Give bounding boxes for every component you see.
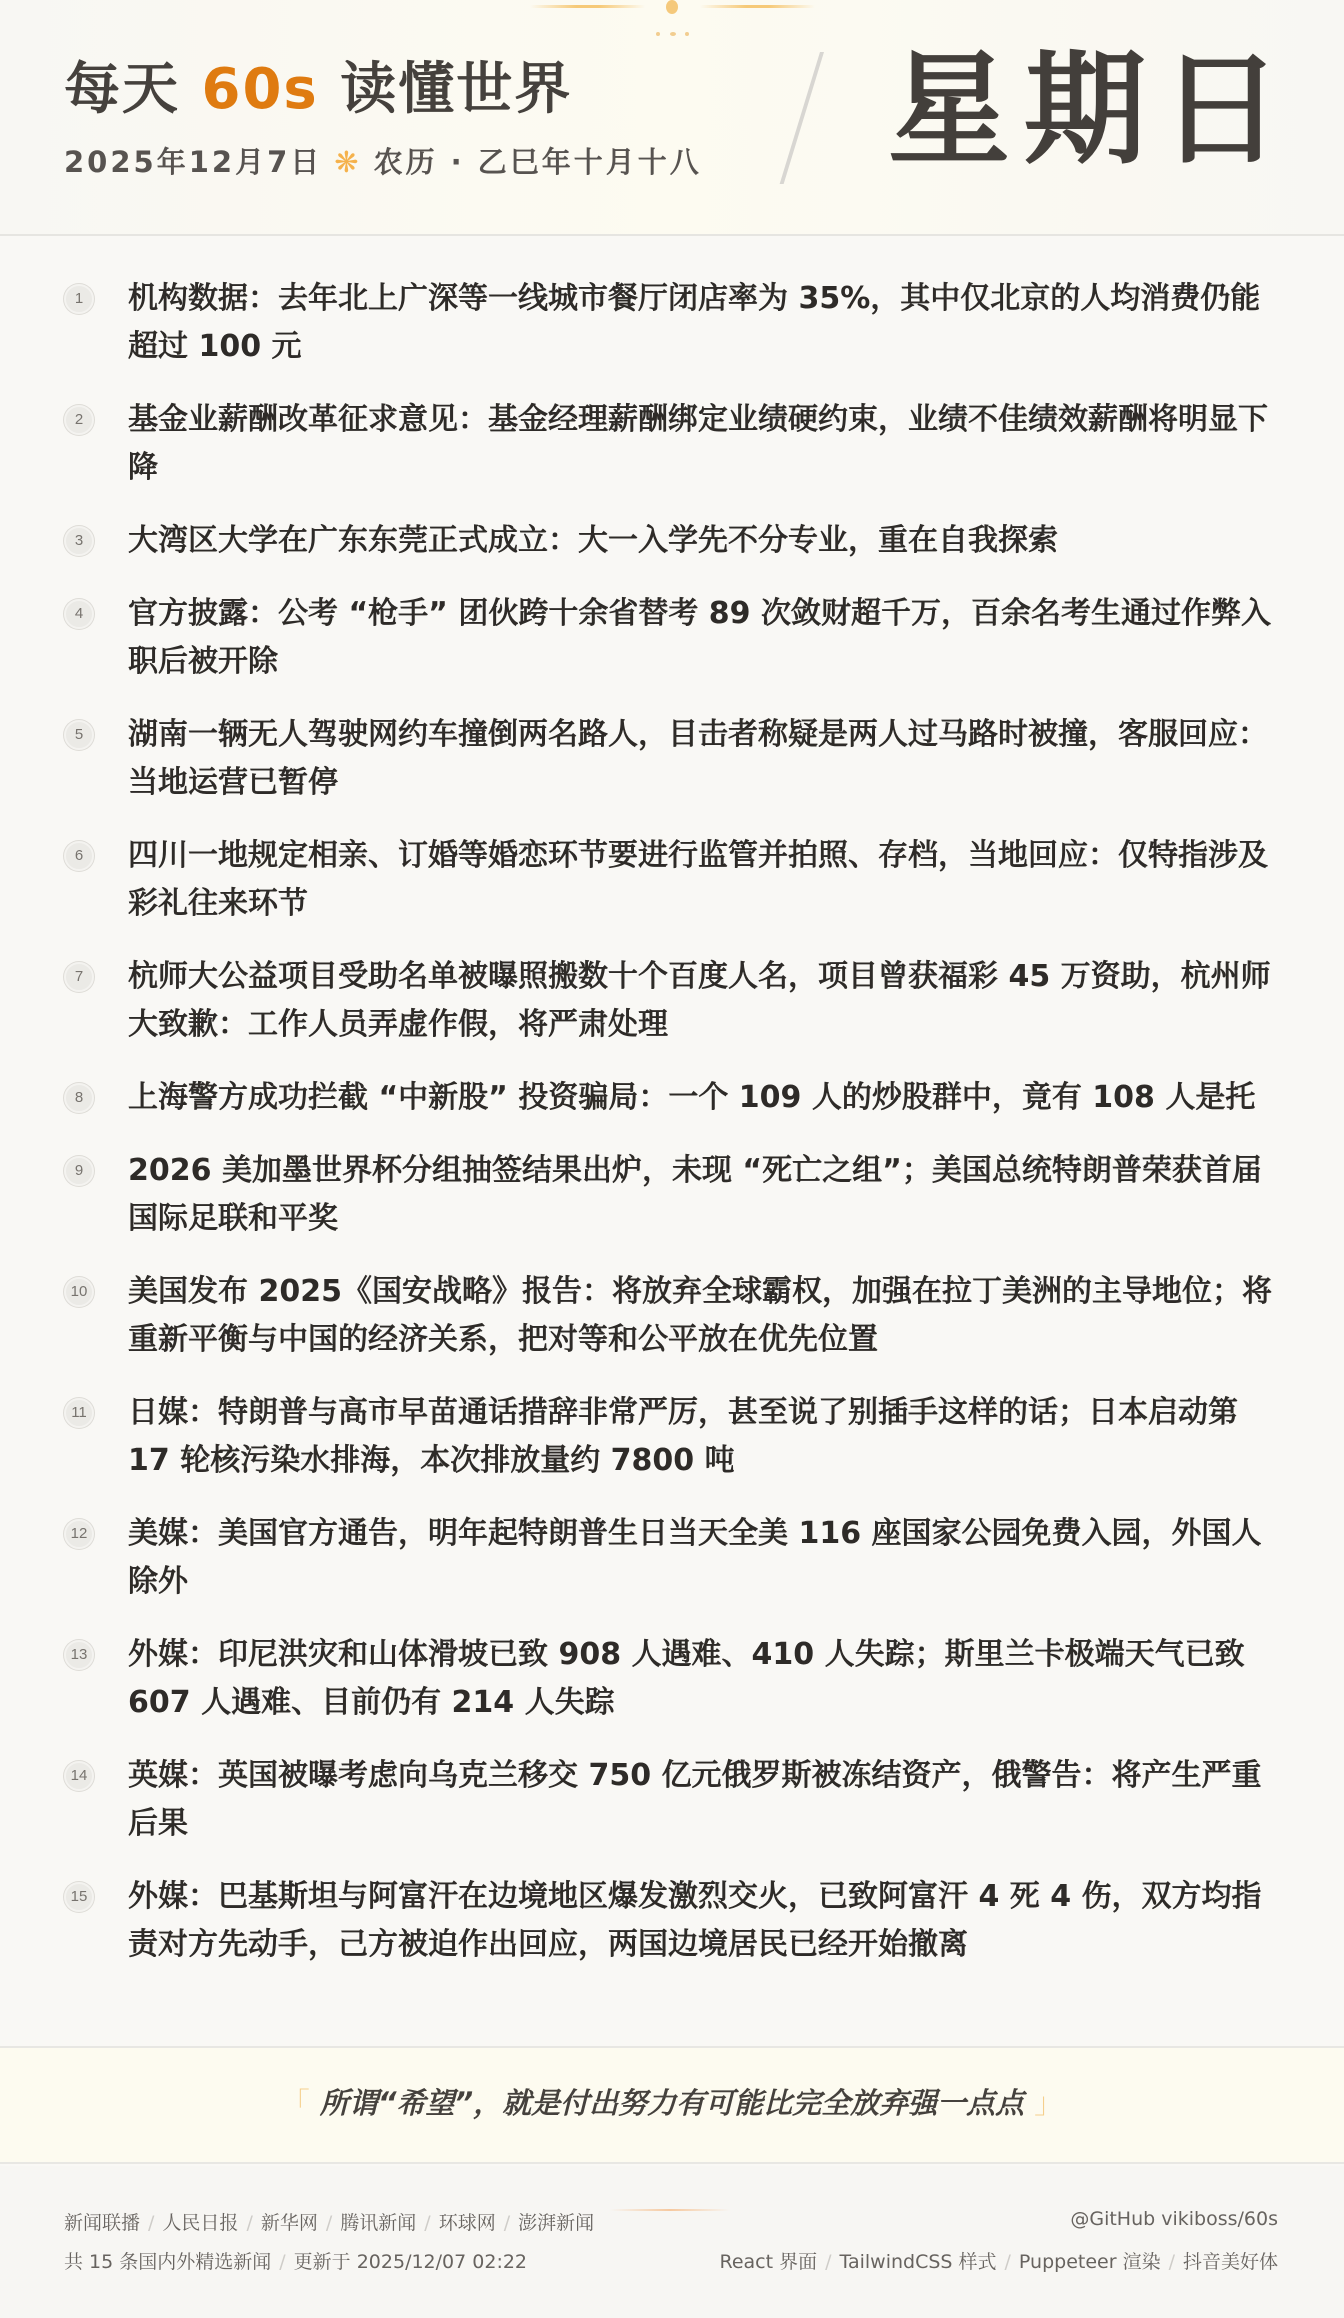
number-badge: 1 — [64, 284, 94, 314]
decoration-dot-icon — [685, 32, 689, 36]
footer-row-1 — [64, 2208, 1278, 2235]
news-text: 上海警方成功拦截 “中新股” 投资骗局：一个 109 人的炒股群中，竟有 108 人是托 — [128, 1080, 1256, 1115]
separator: / — [1168, 2251, 1175, 2273]
github-credit — [1070, 2208, 1278, 2235]
news-item — [0, 1752, 1344, 1848]
lunar-date: 农历 · 乙巳年十月十八 — [373, 145, 702, 179]
news-summary — [64, 2247, 527, 2274]
source-label: 人民日报 — [162, 2212, 239, 2234]
news-item — [0, 1510, 1344, 1606]
page-title — [64, 58, 572, 122]
news-item — [0, 275, 1344, 371]
title-suffix: 读懂世界 — [340, 57, 573, 122]
separator: / — [1004, 2251, 1011, 2273]
footer-row-2 — [64, 2247, 1278, 2274]
github-credit-text: @GitHub vikiboss/60s — [1070, 2208, 1278, 2230]
news-text: 美国发布 2025《国安战略》报告：将放弃全球霸权，加强在拉丁美洲的主导地位；将重新平衡与中国的经济关系，把对等和公平放在优先位置 — [128, 1274, 1272, 1357]
quote-text: 所谓“希望”，就是付出努力有可能比完全放弃强一点点 — [319, 2085, 1025, 2120]
separator: / — [148, 2212, 155, 2234]
header — [0, 0, 1344, 236]
number-badge: 4 — [64, 599, 94, 629]
number-badge: 10 — [64, 1277, 94, 1307]
open-bracket-icon: 「 — [280, 2085, 310, 2120]
separator: / — [325, 2212, 333, 2234]
separator: / — [279, 2251, 286, 2273]
title-prefix: 每天 — [64, 57, 180, 122]
news-sources — [64, 2208, 594, 2235]
tech-label: React 界面 — [719, 2251, 818, 2273]
news-text: 日媒：特朗普与高市早苗通话措辞非常严厉，甚至说了别插手这样的话；日本启动第 17 轮核污染水排海，本次排放量约 7800 吨 — [128, 1395, 1238, 1478]
news-text: 杭师大公益项目受助名单被曝照搬数十个百度人名，项目曾获福彩 45 万资助，杭州师大致歉：工作人员弄虚作假，将严肃处理 — [128, 959, 1271, 1042]
star-icon: ❋ — [334, 145, 362, 179]
news-text: 基金业薪酬改革征求意见：基金经理薪酬绑定业绩硬约束，业绩不佳绩效薪酬将明显下降 — [128, 402, 1268, 485]
number-badge: 3 — [64, 526, 94, 556]
news-item — [0, 953, 1344, 1049]
news-count: 共 15 条国内外精选新闻 — [64, 2251, 272, 2273]
gregorian-date: 2025年12月7日 — [64, 145, 323, 179]
divider-slash — [780, 52, 824, 184]
source-label: 新闻联播 — [64, 2212, 141, 2234]
number-badge: 5 — [64, 720, 94, 750]
title-accent: 60s — [201, 57, 319, 122]
number-badge: 8 — [64, 1083, 94, 1113]
separator: / — [246, 2212, 253, 2234]
separator: / — [503, 2212, 511, 2234]
source-label: 腾讯新闻 — [340, 2212, 417, 2234]
news-text: 机构数据：去年北上广深等一线城市餐厅闭店率为 35%，其中仅北京的人均消费仍能超过 100 元 — [128, 281, 1261, 364]
update-time: 更新于 2025/12/07 02:22 — [293, 2251, 528, 2273]
news-item — [0, 711, 1344, 807]
separator: / — [825, 2251, 832, 2273]
number-badge: 11 — [64, 1398, 94, 1428]
decoration-dot-icon — [666, 0, 678, 14]
footer — [0, 2166, 1344, 2318]
news-list — [0, 275, 1344, 1994]
number-badge: 13 — [64, 1640, 94, 1670]
close-bracket-icon: 」 — [1034, 2085, 1064, 2120]
tech-label: TailwindCSS 样式 — [839, 2251, 997, 2273]
number-badge: 6 — [64, 841, 94, 871]
news-item — [0, 590, 1344, 686]
tech-label: Puppeteer 渲染 — [1018, 2251, 1161, 2273]
news-text: 四川一地规定相亲、订婚等婚恋环节要进行监管并拍照、存档，当地回应：仅特指涉及彩礼往来环节 — [128, 838, 1268, 921]
news-text: 大湾区大学在广东东莞正式成立：大一入学先不分专业，重在自我探索 — [128, 523, 1058, 558]
tech-stack — [719, 2247, 1278, 2274]
news-text: 2026 美加墨世界杯分组抽签结果出炉，未现 “死亡之组”；美国总统特朗普荣获首届国际足联和平奖 — [128, 1153, 1262, 1236]
top-decoration — [520, 0, 830, 40]
news-text: 官方披露：公考 “枪手” 团伙跨十余省替考 89 次敛财超千万，百余名考生通过作弊入职后被开除 — [128, 596, 1271, 679]
source-label: 环球网 — [438, 2212, 496, 2234]
news-text: 外媒：印尼洪灾和山体滑坡已致 908 人遇难、410 人失踪；斯里兰卡极端天气已致 607 人遇难、目前仍有 214 人失踪 — [128, 1637, 1245, 1720]
daily-quote — [0, 2046, 1344, 2164]
news-text: 美媒：美国官方通告，明年起特朗普生日当天全美 116 座国家公园免费入园，外国人除外 — [128, 1516, 1262, 1599]
news-item — [0, 1074, 1344, 1122]
number-badge: 15 — [64, 1882, 94, 1912]
decoration-line-icon — [530, 5, 645, 8]
decoration-dot-icon — [670, 32, 676, 36]
date-line — [64, 142, 702, 182]
number-badge: 2 — [64, 405, 94, 435]
news-item — [0, 1873, 1344, 1969]
news-item — [0, 1631, 1344, 1727]
quote-text-line — [271, 2081, 1073, 2122]
news-item — [0, 517, 1344, 565]
weekday: 星期日 — [888, 39, 1296, 181]
source-label: 新华网 — [260, 2212, 318, 2234]
news-item — [0, 1268, 1344, 1364]
source-label: 澎湃新闻 — [518, 2212, 595, 2234]
decoration-dot-icon — [656, 32, 660, 36]
news-item — [0, 1389, 1344, 1485]
news-text: 外媒：巴基斯坦与阿富汗在边境地区爆发激烈交火，已致阿富汗 4 死 4 伤，双方均指责对方先动手，己方被迫作出回应，两国边境居民已经开始撤离 — [128, 1879, 1262, 1962]
number-badge: 7 — [64, 962, 94, 992]
number-badge: 14 — [64, 1761, 94, 1791]
news-item — [0, 396, 1344, 492]
tech-label: 抖音美好体 — [1182, 2251, 1278, 2273]
news-text: 湖南一辆无人驾驶网约车撞倒两名路人，目击者称疑是两人过马路时被撞，客服回应：当地运营已暂停 — [128, 717, 1268, 800]
news-item — [0, 832, 1344, 928]
news-text: 英媒：英国被曝考虑向乌克兰移交 750 亿元俄罗斯被冻结资产，俄警告：将产生严重后果 — [128, 1758, 1262, 1841]
news-item — [0, 1147, 1344, 1243]
decoration-line-icon — [700, 5, 815, 8]
separator: / — [424, 2212, 431, 2234]
number-badge: 12 — [64, 1519, 94, 1549]
number-badge: 9 — [64, 1156, 94, 1186]
